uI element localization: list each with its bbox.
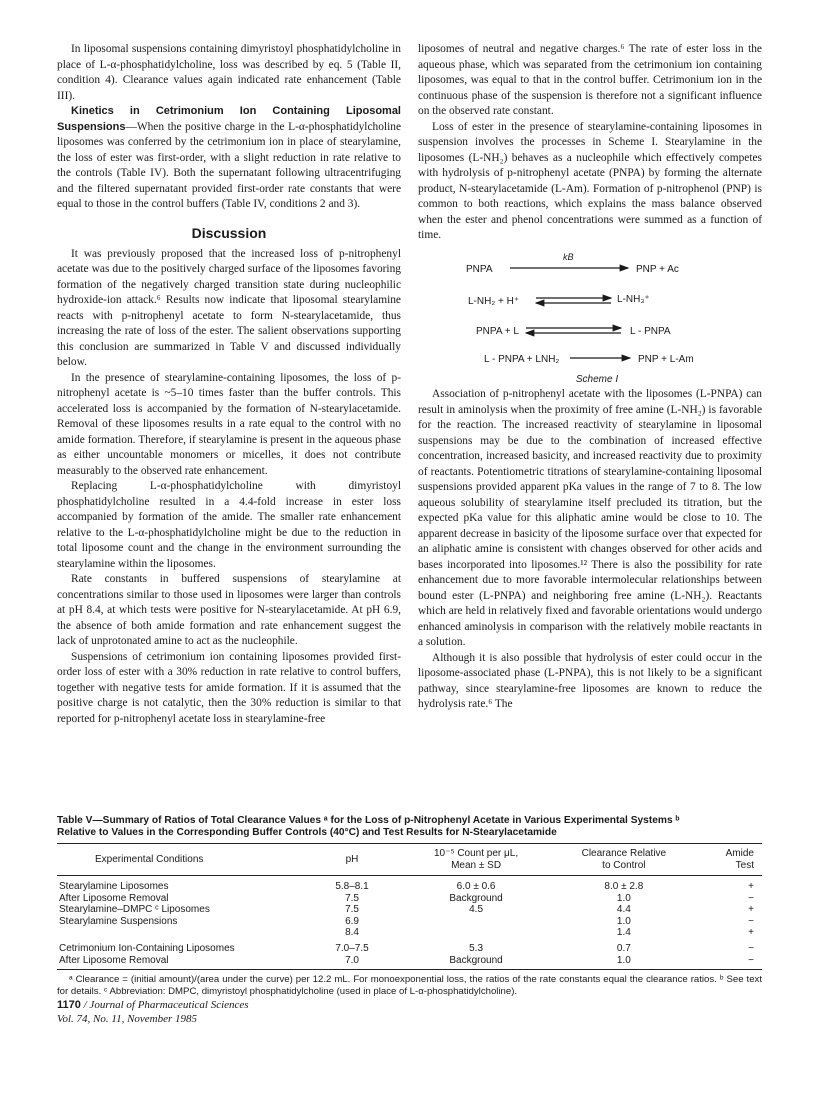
right-column (418, 42, 762, 713)
product-label: L-NH₃⁺ (617, 293, 650, 305)
data-table (57, 843, 762, 970)
table-caption-line: Relative to Values in the Corresponding Buffer Controls (40°C) and Test Results for N-Stearylacetamide (57, 827, 557, 838)
header-conditions: Experimental Conditions (57, 844, 295, 876)
header-count: 10⁻⁵ Count per μL, Mean ± SD (409, 844, 544, 876)
table-row: After Liposome Removal 7.5 Background 1.0 − (59, 892, 754, 904)
table-row: Cetrimonium Ion-Containing Liposomes 7.0–7.5 5.3 0.7 − (59, 942, 754, 954)
table-row: Stearylamine–DMPC ᶜ Liposomes 7.5 4.5 4.4 + (59, 904, 754, 916)
paragraph: In liposomal suspensions containing dimyristoyl phosphatidylcholine in place of L-α-phosphatidylcholine, loss was described by eq. 5 (Table II, condition 4). Clearance values again indicated rate enhancement (Table III). (57, 43, 401, 102)
reactant-label: L - PNPA + LNH₂ (484, 353, 560, 365)
table-footnote: ᵃ Clearance = (initial amount)/(area under the curve) per 12.2 mL. For monoexponential loss, the ratios of the rate constants equal the clearance ratios. ᵇ See text for details. ᶜ Abbreviation: DMPC, dimyristoyl phosphatidylcholine (used in place of L-α-phosphatidylcholine). (57, 974, 762, 998)
header-ph: pH (295, 844, 408, 876)
product-label: PNP + L-Am (638, 353, 694, 365)
paragraph: Association of p-nitrophenyl acetate with the liposomes (L-PNPA) can result in aminolysis when the proximity of free amine (L-NH₂) is favorable for the reaction. The increased reactivity of stearylamine in liposomal suspensions may be due to the combination of increased effective concentration, increased basicity, and increased reactivity due to proximity of reactants. Potentiometric titrations of stearylamine-containing liposomal suspensions provided apparent pKa values in the range of 7 to 8. The low aqueous solubility of stearylamine itself precluded its titration, but the expected pKa value for this aliphatic amine would be close to 10. The apparent decrease in basicity of the liposome surface over that expected for an aliphatic amine is consistent with changes observed for other acids and bases incorporated into liposomes.¹² There is also the possibility for rate enhancement due to more favorable intermolecular relationships between bound ester (L-PNPA) and neighboring free amine (L-NH₂). Reactants which are held in relatively fixed and favorable orientations would undergo enhanced aminolysis in comparison with the relatively mobile reactants in a solution. (418, 388, 762, 648)
paragraph: In the presence of stearylamine-containing liposomes, the loss of p-nitrophenyl acetate is ~5–10 times faster than the buffer controls. This accelerated loss is accompanied by the formation of N-stearylacetamide. Removal of these liposomes results in a rate equal to the control with no amide formation. Therefore, if stearylamine is present in the aqueous phase as either uncountable monomers or micelles, it does not contribute measurably to the observed rate enhancement. (57, 371, 401, 477)
rate-constant-label: kB (563, 251, 574, 262)
product-label: L - PNPA (630, 325, 671, 337)
table-row: 8.4 1.4 + (345, 927, 754, 939)
table-row: After Liposome Removal 7.0 Background 1.0 − (57, 955, 762, 970)
reactant-label: PNPA (466, 263, 493, 275)
table-caption-line: Table V—Summary of Ratios of Total Clearance Values ᵃ for the Loss of p-Nitrophenyl Acetate in Various Experimental Systems ᵇ (57, 815, 680, 826)
table-header-row (57, 844, 762, 876)
volume-line: Vol. 74, No. 11, November 1985 (57, 1012, 198, 1025)
table-v (57, 815, 762, 998)
paragraph: Replacing L-α-phosphatidylcholine with dimyristoyl phosphatidylcholine resulted in a 4.4-fold increase in ester loss accompanied by formation of the amide. The smaller rate enhancement relative to the L-α-phosphatidylcholine might be due to the reduction in total liposome count and the change in the environment surrounding the stearylamine within the liposomes. (57, 480, 401, 570)
reactant-label: L-NH₂ + H⁺ (468, 295, 520, 307)
paragraph (57, 104, 401, 213)
paragraph: Although it is also possible that hydrolysis of ester could occur in the liposome-associated phase (L-PNPA), this is not likely to be a significant pathway, since stearylamine-free liposomes are known to reduce the hydrolysis rate.⁶ The (418, 651, 762, 710)
reactant-label: PNPA + L (476, 325, 519, 337)
table-caption (57, 815, 762, 839)
page-number: 1170 (57, 999, 81, 1011)
table-row: Stearylamine Suspensions 6.9 1.0 − (59, 915, 754, 927)
paragraph: Loss of ester in the presence of stearylamine-containing liposomes in suspension involves the processes in Scheme I. Stearylamine in the liposomes (L-NH₂) behaves as a nucleophile which effectively competes with hydrolysis of p-nitrophenyl acetate (PNPA) by forming the alternate product, N-stearylacetamide (L-Am). Formation of p-nitrophenol (PNP) is common to both reactions, which explains the mass balance observed when the ester and phenol concentrations were summed as a function of time. (418, 120, 762, 241)
page-footer (57, 999, 249, 1026)
scheme-caption: Scheme I (575, 373, 619, 385)
journal-line (57, 999, 249, 1013)
run-in-heading: Kinetics in Cetrimonium Ion Containing Liposomal Suspensions (57, 105, 401, 133)
section-heading: Discussion (191, 224, 267, 241)
paragraph: Rate constants in buffered suspensions of stearylamine at concentrations similar to those used in liposomes were larger than controls at pH 8.4, at which tests were positive for N-stearylacetamide. At pH 6.9, the absence of both amide formation and rate enhancement suggest the lack of unprotonated amine to act as the nucleophile. (57, 573, 401, 647)
product-label: PNP + Ac (636, 263, 679, 275)
reaction-scheme (418, 252, 762, 368)
header-clearance: Clearance Relative to Control (543, 844, 704, 876)
journal-name: / Journal of Pharmaceutical Sciences (80, 999, 249, 1011)
paragraph: It was previously proposed that the increased loss of p-nitrophenyl acetate was due to the positively charged surface of the liposomes favoring formation of the negatively charged transition state during nucleophilic hydroxide-ion attack.⁶ Results now indicate that liposomal stearylamine reacts with p-nitrophenyl acetate to form N-stearylacetamide, thus increasing the rate of loss of the ester. The salient observations supporting this conclusion are summarized in Table V and discussed individually below. (57, 247, 401, 368)
table-row: Stearylamine Liposomes 5.8–8.1 6.0 ± 0.6 8.0 ± 2.8 + (59, 881, 754, 892)
paragraph-text: —When the positive charge in the L-α-phosphatidylcholine liposomes was conferred by the cetrimonium ion in place of stearylamine, the loss of ester was first-order, with a slight reduction in rate relative to the controls (Table IV). Both the supernatant following ultracentrifuging and the filtered supernatant provided first-order rate constants that were equal to those in the control buffers (Table IV, conditions 2 and 3). (57, 120, 401, 210)
paragraph: liposomes of neutral and negative charges.⁶ The rate of ester loss in the aqueous phase, which was separated from the cetrimonium ion containing liposomes, was equal to that in the control buffer. Cetrimonium ion in the continuous phase of the suspension is therefore not a significant influence on the observed rate constant. (418, 43, 762, 117)
header-amide: Amide Test (704, 844, 762, 876)
paragraph: Suspensions of cetrimonium ion containing liposomes provided first-order loss of ester with a 30% reduction in rate relative to control buffers, together with negative tests for amide formation. If it is assumed that the positive charge is not catalytic, then the 30% reduction is similar to that reported for p-nitrophenyl acetate loss in stearylamine-free (57, 650, 401, 725)
left-column (57, 42, 401, 727)
